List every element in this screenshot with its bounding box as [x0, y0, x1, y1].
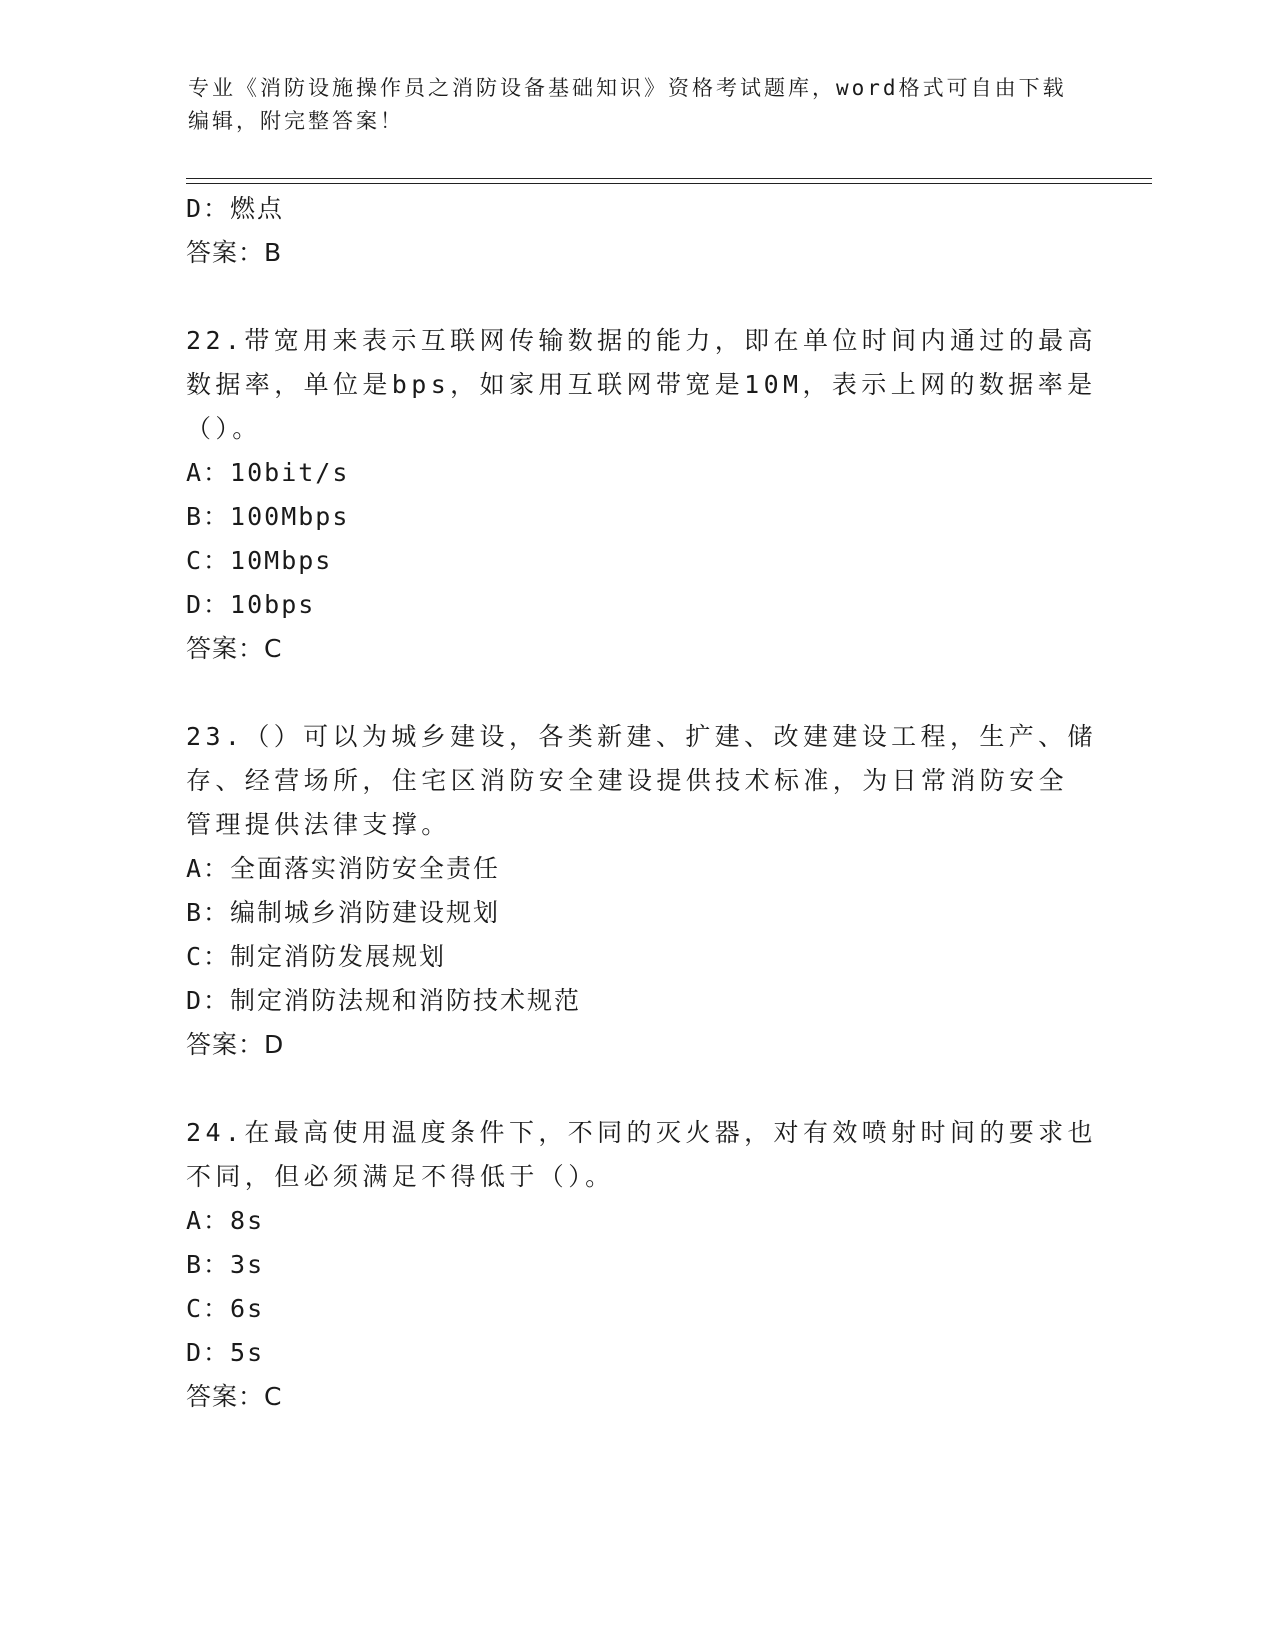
- q22-stem-line-2: 数据率，单位是bps，如家用互联网带宽是10M，表示上网的数据率是: [186, 370, 1097, 399]
- q24-option-b: B：3s: [186, 1250, 265, 1279]
- document-header: 专业《消防设施操作员之消防设备基础知识》资格考试题库，word格式可自由下载编辑，附完整答案！: [188, 76, 1067, 133]
- q22-stem-line-3: （）。: [186, 414, 262, 443]
- q23-stem-line-3: 管理提供法律支撑。: [186, 810, 451, 839]
- header-rule-top: [186, 178, 1152, 179]
- q23-stem-line-1: 23.（）可以为城乡建设，各类新建、扩建、改建建设工程，生产、储: [186, 722, 1097, 751]
- q21-answer: 答案：B: [186, 238, 283, 267]
- q22-option-a: A：10bit/s: [186, 458, 350, 487]
- q21-option-d: D：燃点: [186, 194, 285, 223]
- q24-stem-line-1: 24.在最高使用温度条件下，不同的灭火器，对有效喷射时间的要求也: [186, 1118, 1097, 1147]
- q23-answer: 答案：D: [186, 1030, 285, 1059]
- q22-option-c: C：10Mbps: [186, 546, 333, 575]
- q23-option-d: D：制定消防法规和消防技术规范: [186, 986, 582, 1015]
- q23-option-c: C：制定消防发展规划: [186, 942, 447, 971]
- q22-answer: 答案：C: [186, 634, 283, 663]
- header-rule-bottom: [186, 183, 1152, 184]
- q24-stem-line-2: 不同，但必须满足不得低于（）。: [186, 1162, 615, 1191]
- q22-option-d: D：10bps: [186, 590, 316, 619]
- q24-option-d: D：5s: [186, 1338, 265, 1367]
- q23-option-b: B：编制城乡消防建设规划: [186, 898, 501, 927]
- q24-answer: 答案：C: [186, 1382, 283, 1411]
- q24-option-a: A：8s: [186, 1206, 265, 1235]
- q22-stem-line-1: 22.带宽用来表示互联网传输数据的能力，即在单位时间内通过的最高: [186, 326, 1097, 355]
- q22-option-b: B：100Mbps: [186, 502, 350, 531]
- q24-option-c: C：6s: [186, 1294, 265, 1323]
- q23-option-a: A：全面落实消防安全责任: [186, 854, 501, 883]
- q23-stem-line-2: 存、经营场所，住宅区消防安全建设提供技术标准，为日常消防安全: [186, 766, 1069, 795]
